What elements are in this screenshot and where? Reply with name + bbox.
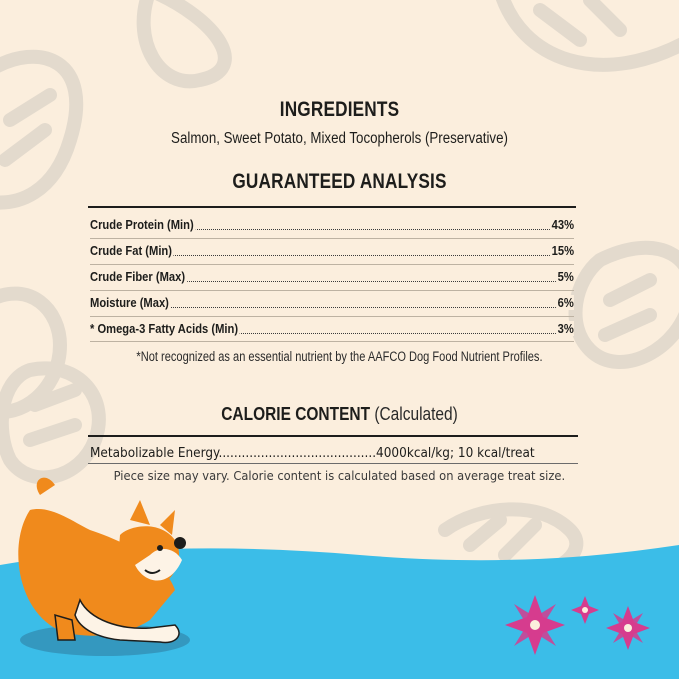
analysis-value: 43%	[551, 217, 574, 232]
calorie-note-text: Piece size may vary. Calorie content is calculated based on average treat size.	[113, 468, 566, 483]
calorie-title: CALORIE CONTENT	[221, 404, 371, 424]
analysis-label: Crude Protein (Min)	[90, 217, 194, 232]
analysis-row	[90, 217, 574, 237]
divider	[90, 316, 574, 317]
analysis-value: 5%	[557, 269, 574, 284]
calorie-note	[0, 468, 679, 483]
sweet-potato-icon	[500, 0, 679, 65]
calorie-content-title	[0, 404, 679, 425]
guaranteed-analysis-title: GUARANTEED ANALYSIS	[232, 170, 447, 193]
ingredients-text: Salmon, Sweet Potato, Mixed Tocopherols (Preservative)	[171, 130, 508, 147]
analysis-row	[90, 269, 574, 289]
analysis-row	[90, 321, 574, 341]
analysis-row	[90, 243, 574, 263]
analysis-label: * Omega-3 Fatty Acids (Min)	[90, 321, 239, 336]
analysis-label: Moisture (Max)	[90, 295, 169, 310]
divider	[90, 264, 574, 265]
metabolizable-energy-text: Metabolizable Energy.........................................4000kcal/kg; 10 kcal/treat	[90, 446, 535, 461]
divider	[88, 206, 576, 208]
divider	[90, 290, 574, 291]
analysis-value: 6%	[557, 295, 574, 310]
ingredients-title: INGREDIENTS	[279, 98, 400, 121]
sweet-potato-icon	[144, 0, 225, 81]
dog-illustration	[18, 478, 190, 656]
divider	[88, 463, 578, 464]
analysis-row	[90, 295, 574, 315]
analysis-value: 15%	[551, 243, 574, 258]
analysis-value: 3%	[557, 321, 574, 336]
divider	[90, 238, 574, 239]
divider	[90, 341, 574, 342]
metabolizable-energy-row	[90, 446, 577, 461]
aafco-footnote: *Not recognized as an essential nutrient by the AAFCO Dog Food Nutrient Profiles.	[136, 349, 543, 364]
calorie-subtitle: (Calculated)	[374, 404, 458, 424]
analysis-label: Crude Fat (Min)	[90, 243, 172, 258]
divider	[88, 435, 578, 437]
analysis-label: Crude Fiber (Max)	[90, 269, 186, 284]
sweet-potato-icon	[576, 248, 679, 362]
